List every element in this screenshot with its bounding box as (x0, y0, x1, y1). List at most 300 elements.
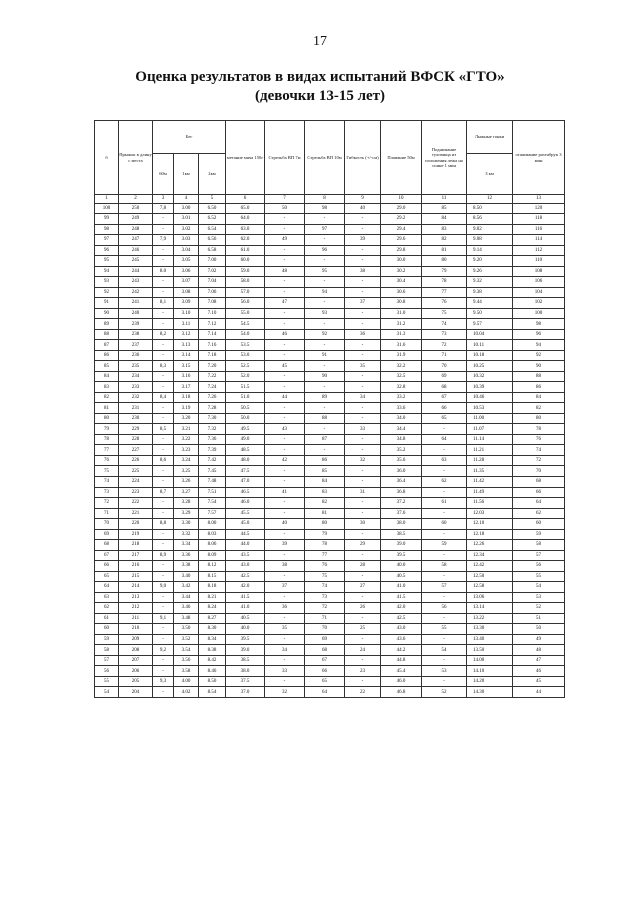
table-cell: - (422, 613, 467, 624)
table-cell: 69 (422, 371, 467, 382)
table-cell: 68 (95, 540, 119, 551)
table-cell: 213 (119, 592, 153, 603)
table-cell: 31.0 (381, 308, 422, 319)
table-cell: 8,3 (153, 361, 174, 372)
table-cell: 7,8 (153, 203, 174, 214)
table-cell: - (153, 413, 174, 424)
table-cell: 70 (305, 624, 345, 635)
table-cell: 3.03 (174, 235, 199, 246)
table-row (95, 582, 565, 593)
table-cell: 205 (119, 676, 153, 687)
table-cell: 222 (119, 498, 153, 509)
table-cell: 11.14 (467, 434, 513, 445)
table-row (95, 214, 565, 225)
table-cell: 3.56 (174, 655, 199, 666)
table-cell: 10.18 (467, 350, 513, 361)
table-cell: - (153, 508, 174, 519)
table-cell: 38.0 (226, 666, 265, 677)
table-cell: 8.54 (199, 687, 226, 698)
table-cell: 13.06 (467, 592, 513, 603)
table-cell: 48.0 (226, 455, 265, 466)
table-cell: 245 (119, 256, 153, 267)
page-number: 17 (313, 34, 327, 49)
table-cell: 98 (95, 224, 119, 235)
table-cell: 24 (345, 645, 381, 656)
table-cell: 91 (305, 350, 345, 361)
table-cell: 9.50 (467, 308, 513, 319)
table-cell: 32.5 (381, 371, 422, 382)
table-cell: 97 (305, 224, 345, 235)
table-cell: 60 (513, 519, 565, 530)
table-cell: 68 (513, 477, 565, 488)
table-cell: 50 (513, 624, 565, 635)
table-cell: 41.5 (381, 592, 422, 603)
table-row (95, 413, 565, 424)
table-cell: 70 (513, 466, 565, 477)
table-cell: 66 (305, 666, 345, 677)
table-cell: 34.8 (381, 434, 422, 445)
table-cell: 96 (513, 329, 565, 340)
table-cell: 52.0 (226, 371, 265, 382)
table-cell: 58 (513, 540, 565, 551)
table-cell: 90 (513, 361, 565, 372)
table-cell: 236 (119, 350, 153, 361)
table-cell: - (153, 319, 174, 330)
table-cell: 3.02 (174, 224, 199, 235)
table-cell: 34.4 (381, 424, 422, 435)
table-cell: - (265, 434, 305, 445)
table-cell: 112 (513, 245, 565, 256)
table-cell: 10.11 (467, 340, 513, 351)
table-cell: 44 (513, 687, 565, 698)
table-cell: 57 (422, 582, 467, 593)
table-cell: 48 (513, 645, 565, 656)
table-cell: 99 (95, 214, 119, 225)
table-cell: 39 (345, 235, 381, 246)
table-cell: 6.50 (199, 203, 226, 214)
table-cell: 3.52 (174, 634, 199, 645)
table-cell: - (305, 319, 345, 330)
table-cell: 51 (513, 613, 565, 624)
table-cell: 84 (422, 214, 467, 225)
table-row (95, 392, 565, 403)
table-cell: 53.0 (226, 350, 265, 361)
table-row (95, 256, 565, 267)
table-cell: 35.2 (381, 445, 422, 456)
table-cell: 31.9 (381, 350, 422, 361)
table-cell: 250 (119, 203, 153, 214)
table-cell: 102 (513, 298, 565, 309)
table-row (95, 666, 565, 677)
table-cell: 36 (345, 329, 381, 340)
table-cell: 4.02 (174, 687, 199, 698)
table-cell: 38 (345, 266, 381, 277)
table-cell: 40.0 (381, 561, 422, 572)
table-cell: 216 (119, 561, 153, 572)
table-cell: 3.15 (174, 361, 199, 372)
table-cell: 249 (119, 214, 153, 225)
table-cell: - (153, 571, 174, 582)
table-cell: 96 (305, 245, 345, 256)
table-cell: - (305, 361, 345, 372)
table-cell: 35 (345, 361, 381, 372)
table-cell: 73 (95, 487, 119, 498)
table-cell: - (153, 214, 174, 225)
table-cell: 13.50 (467, 645, 513, 656)
table-cell: 71 (422, 350, 467, 361)
table-cell: - (345, 434, 381, 445)
table-cell: 74 (95, 477, 119, 488)
table-cell: 114 (513, 235, 565, 246)
table-cell: 60.0 (226, 256, 265, 267)
table-cell: 10.46 (467, 392, 513, 403)
table-cell: 3.46 (174, 603, 199, 614)
table-cell: 42.5 (226, 571, 265, 582)
table-cell: 80 (513, 413, 565, 424)
table-cell: - (422, 655, 467, 666)
table-cell: 56 (422, 603, 467, 614)
table-cell: - (265, 655, 305, 666)
table-cell: 79 (305, 529, 345, 540)
table-cell: 14.30 (467, 687, 513, 698)
table-cell: 59.0 (226, 266, 265, 277)
table-cell: - (265, 413, 305, 424)
table-cell: 3.21 (174, 424, 199, 435)
header-run-60m: 60м (153, 154, 174, 195)
table-cell: - (345, 529, 381, 540)
table-cell: 11.28 (467, 455, 513, 466)
table-cell: 55.0 (226, 308, 265, 319)
table-cell: 36.8 (381, 487, 422, 498)
table-cell: - (265, 350, 305, 361)
table-cell: 3.04 (174, 245, 199, 256)
table-cell: - (422, 571, 467, 582)
table-row (95, 550, 565, 561)
table-cell: 64 (95, 582, 119, 593)
table-cell: 3.08 (174, 287, 199, 298)
table-cell: 7.02 (199, 266, 226, 277)
table-cell: 207 (119, 655, 153, 666)
table-cell: 37.0 (226, 687, 265, 698)
table-cell: 67 (95, 550, 119, 561)
table-cell: - (305, 340, 345, 351)
table-cell: - (345, 445, 381, 456)
table-cell: 47.0 (226, 477, 265, 488)
column-number: 7 (265, 195, 305, 204)
table-cell: 10.39 (467, 382, 513, 393)
table-cell: - (153, 308, 174, 319)
table-cell: 40 (265, 519, 305, 530)
table-cell: 38.0 (381, 519, 422, 530)
table-cell: 110 (513, 256, 565, 267)
table-cell: 82 (422, 235, 467, 246)
table-cell: 35 (265, 624, 305, 635)
table-cell: 65 (95, 571, 119, 582)
table-cell: 44.2 (381, 645, 422, 656)
table-cell: 8.56 (467, 214, 513, 225)
table-cell: 7.14 (199, 329, 226, 340)
table-cell: 90 (305, 371, 345, 382)
table-row (95, 424, 565, 435)
table-cell: 3.18 (174, 392, 199, 403)
table-cell: 11.42 (467, 477, 513, 488)
table-cell: 3.40 (174, 571, 199, 582)
table-cell: 22 (345, 687, 381, 698)
header-throw: метание мяча 150г (226, 121, 265, 195)
table-cell: 77 (305, 550, 345, 561)
table-cell: 9,1 (153, 613, 174, 624)
table-cell: 63 (95, 592, 119, 603)
table-cell: 54 (513, 582, 565, 593)
table-cell: 87 (95, 340, 119, 351)
table-cell: 3.19 (174, 403, 199, 414)
table-cell: 37.5 (226, 676, 265, 687)
table-cell: 8,1 (153, 298, 174, 309)
table-cell: 66 (513, 487, 565, 498)
table-cell: 91 (95, 298, 119, 309)
table-cell: 61 (422, 498, 467, 509)
table-cell: - (422, 487, 467, 498)
table-cell: - (265, 508, 305, 519)
table-cell: 56 (513, 561, 565, 572)
header-shoot-7m: Стрельба ВП 7м (265, 121, 305, 195)
table-cell: 13.40 (467, 634, 513, 645)
table-cell: 29.4 (381, 224, 422, 235)
column-number: 8 (305, 195, 345, 204)
table-cell: 8.24 (199, 603, 226, 614)
table-cell: 74 (513, 445, 565, 456)
table-cell: 9.38 (467, 287, 513, 298)
table-cell: 46.0 (226, 498, 265, 509)
table-cell: 72 (513, 455, 565, 466)
table-cell: 48.5 (226, 445, 265, 456)
table-cell: 49 (265, 235, 305, 246)
header-ski: Лыжные гонки (467, 121, 513, 154)
table-cell: 38.5 (381, 529, 422, 540)
table-cell: 89 (95, 319, 119, 330)
table-cell: 62 (422, 477, 467, 488)
title-line-1: Оценка результатов в видах испытаний ВФСК «ГТО» (135, 69, 505, 85)
table-cell: 209 (119, 634, 153, 645)
table-cell: 3.17 (174, 382, 199, 393)
table-cell: 7.10 (199, 308, 226, 319)
table-cell: 45.4 (381, 666, 422, 677)
table-cell: 30.8 (381, 298, 422, 309)
header-long-jump: Прыжок в длину с места (119, 121, 153, 195)
table-cell: 3.20 (174, 413, 199, 424)
table-cell: - (345, 319, 381, 330)
table-cell: 29.2 (381, 214, 422, 225)
table-cell: 44.5 (226, 529, 265, 540)
table-cell: 3.01 (174, 214, 199, 225)
table-cell: 7.28 (199, 403, 226, 414)
table-row (95, 329, 565, 340)
table-cell: 79 (95, 424, 119, 435)
table-cell: 74 (305, 582, 345, 593)
table-cell: 86 (305, 455, 345, 466)
table-cell: 3.32 (174, 529, 199, 540)
table-cell: 11.21 (467, 445, 513, 456)
table-cell: 7.30 (199, 413, 226, 424)
table-cell: - (345, 466, 381, 477)
table-cell: - (345, 676, 381, 687)
column-number: 9 (345, 195, 381, 204)
table-cell: 40.0 (226, 624, 265, 635)
table-cell: 100 (95, 203, 119, 214)
header-run: Бег (153, 121, 226, 154)
table-cell: 7,9 (153, 235, 174, 246)
table-row (95, 603, 565, 614)
table-cell: 3.23 (174, 445, 199, 456)
table-cell: 83 (95, 382, 119, 393)
table-cell: 93 (305, 308, 345, 319)
table-cell: 83 (422, 224, 467, 235)
table-cell: 43.5 (226, 550, 265, 561)
table-cell: 40 (345, 203, 381, 214)
table-cell: 246 (119, 245, 153, 256)
table-cell: - (153, 666, 174, 677)
table-cell: 75 (305, 571, 345, 582)
table-cell: 37.6 (381, 508, 422, 519)
table-cell: - (265, 382, 305, 393)
table-cell: 247 (119, 235, 153, 246)
column-number: 10 (381, 195, 422, 204)
table-cell: - (265, 287, 305, 298)
table-cell: 53.5 (226, 340, 265, 351)
table-cell: 43.0 (226, 561, 265, 572)
table-row (95, 613, 565, 624)
table-cell: - (153, 634, 174, 645)
table-cell: 9,3 (153, 676, 174, 687)
table-cell: 120 (513, 203, 565, 214)
table-cell: 76 (305, 561, 345, 572)
table-cell: 243 (119, 277, 153, 288)
table-cell: 7.45 (199, 466, 226, 477)
table-cell: 58 (95, 645, 119, 656)
table-cell: 239 (119, 319, 153, 330)
table-cell: - (345, 613, 381, 624)
table-cell: 3.09 (174, 298, 199, 309)
table-cell: 71 (95, 508, 119, 519)
table-cell: - (305, 214, 345, 225)
table-cell: 13.14 (467, 603, 513, 614)
table-cell: 98 (513, 319, 565, 330)
table-cell: 92 (95, 287, 119, 298)
table-cell: 204 (119, 687, 153, 698)
table-cell: 220 (119, 519, 153, 530)
table-cell: 10.32 (467, 371, 513, 382)
table-cell: 7.36 (199, 434, 226, 445)
table-cell: 30.6 (381, 287, 422, 298)
table-cell: 36 (265, 603, 305, 614)
table-cell: 60 (95, 624, 119, 635)
table-cell: - (422, 676, 467, 687)
table-cell: - (153, 540, 174, 551)
table-cell: 73 (305, 592, 345, 603)
table-cell: - (265, 245, 305, 256)
table-cell: 7.16 (199, 340, 226, 351)
table-cell: 7.26 (199, 392, 226, 403)
table-cell: - (265, 477, 305, 488)
table-cell: 3.38 (174, 561, 199, 572)
column-number: 13 (513, 195, 565, 204)
table-cell: 12.03 (467, 508, 513, 519)
table-cell: 86 (95, 350, 119, 361)
table-cell: 3.30 (174, 519, 199, 530)
table-cell: - (345, 571, 381, 582)
table-cell: 7.00 (199, 256, 226, 267)
table-cell: 3.44 (174, 592, 199, 603)
table-cell: 215 (119, 571, 153, 582)
table-cell: 54.5 (226, 319, 265, 330)
table-cell: 3.05 (174, 256, 199, 267)
table-cell: 7.24 (199, 382, 226, 393)
table-cell: 229 (119, 424, 153, 435)
table-cell: 75 (422, 308, 467, 319)
table-cell: 54 (95, 687, 119, 698)
table-row (95, 561, 565, 572)
table-cell: 8.15 (199, 571, 226, 582)
table-cell: 69 (95, 529, 119, 540)
table-row (95, 235, 565, 246)
table-cell: - (345, 340, 381, 351)
table-row (95, 403, 565, 414)
table-cell: 11.00 (467, 413, 513, 424)
table-cell: 88 (95, 329, 119, 340)
table-cell: 9.14 (467, 245, 513, 256)
table-cell: 65.0 (226, 203, 265, 214)
table-cell: - (153, 403, 174, 414)
table-cell: - (265, 466, 305, 477)
table-cell: 78 (422, 277, 467, 288)
table-cell: 30.2 (381, 266, 422, 277)
table-cell: 36.0 (381, 466, 422, 477)
table-cell: 3.24 (174, 455, 199, 466)
header-flexibility: Гибкость (+/-см) (345, 121, 381, 195)
table-cell: 7.42 (199, 455, 226, 466)
table-cell: - (345, 214, 381, 225)
table-row (95, 266, 565, 277)
table-cell: 44.0 (226, 540, 265, 551)
table-row (95, 592, 565, 603)
table-cell: 55 (95, 676, 119, 687)
table-cell: 6.52 (199, 214, 226, 225)
table-cell: 7.54 (199, 498, 226, 509)
table-cell: 79 (422, 266, 467, 277)
table-cell: - (153, 350, 174, 361)
table-cell: - (345, 403, 381, 414)
table-cell: 108 (513, 266, 565, 277)
table-cell: 12.50 (467, 571, 513, 582)
table-cell: 68 (422, 382, 467, 393)
table-cell: 50.0 (226, 413, 265, 424)
table-cell: 34 (265, 645, 305, 656)
table-cell: 8.42 (199, 655, 226, 666)
table-cell: 51.5 (226, 382, 265, 393)
table-cell: 70 (95, 519, 119, 530)
table-cell: - (345, 287, 381, 298)
table-cell: 217 (119, 550, 153, 561)
table-cell: 8.06 (199, 540, 226, 551)
table-cell: 3.14 (174, 350, 199, 361)
table-cell: 96 (95, 245, 119, 256)
table-cell: 47.5 (226, 466, 265, 477)
table-cell: 3.10 (174, 308, 199, 319)
table-cell: 31.6 (381, 340, 422, 351)
table-row (95, 203, 565, 214)
table-cell: - (153, 603, 174, 614)
table-cell: - (305, 256, 345, 267)
